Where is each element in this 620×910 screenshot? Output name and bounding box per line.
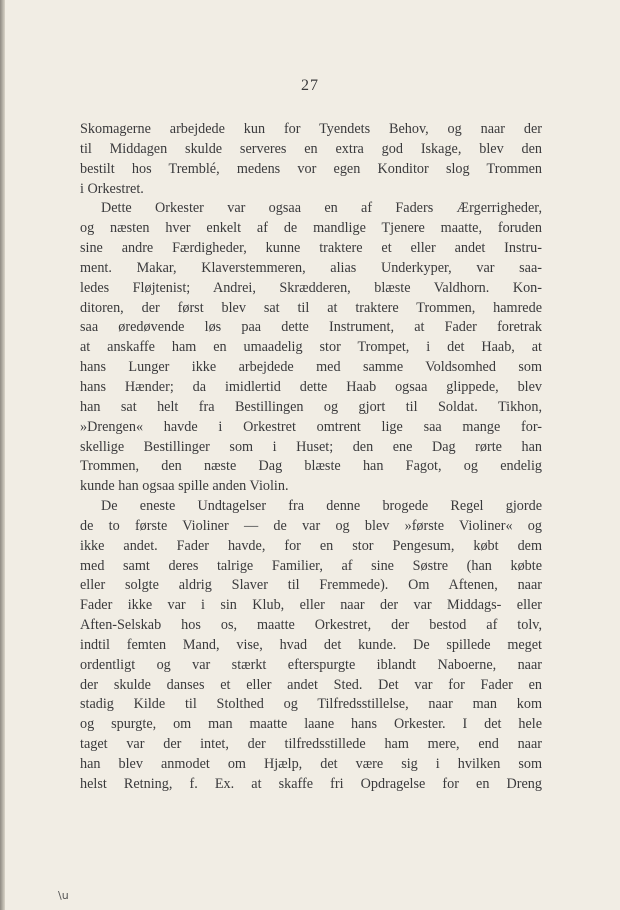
- page-edge-shadow: [0, 0, 5, 910]
- text-line: »Drengen« havde i Orkestret omtrent lige saa mange for-: [80, 418, 542, 435]
- text-line: indtil femten Mand, vise, hvad det kunde. De spillede meget: [80, 636, 542, 653]
- text-line: skellige Bestillinger som i Huset; den ene Dag rørte han: [80, 438, 542, 455]
- text-line: Aften-Selskab hos os, maatte Orkestret, der bestod af tolv,: [80, 617, 542, 634]
- text-line: med samt deres talrige Familier, af sine Søstre (han købte: [80, 557, 542, 574]
- text-line: i Orkestret.: [80, 180, 144, 197]
- text-line: De eneste Undtagelser fra denne brogede Regel gjorde: [101, 498, 542, 515]
- text-line: der skulde danses et eller andet Sted. Det var for Fader en: [80, 676, 542, 693]
- text-line: ledes Fløjtenist; Andrei, Skrædderen, blæste Valdhorn. Kon-: [80, 279, 542, 296]
- text-line: ment. Makar, Klaverstemmeren, alias Underkyper, var saa-: [80, 259, 542, 276]
- page-number: 27: [301, 77, 319, 94]
- text-line: Skomagerne arbejdede kun for Tyendets Behov, og naar der: [80, 121, 542, 137]
- text-line: taget var der intet, der tilfredsstillede ham mere, end naar: [80, 736, 542, 753]
- text-line: ikke andet. Fader havde, for en stor Pengesum, købt dem: [80, 537, 542, 554]
- text-line: og næsten hver enkelt af de mandlige Tjenere maatte, foruden: [80, 220, 542, 237]
- text-line: hans Lunger ikke arbejdede med samme Voldsomhed som: [80, 359, 542, 376]
- text-line: til Middagen skulde serveres en extra god Iskage, blev den: [80, 140, 542, 157]
- text-line: og spurgte, om man maatte laane hans Orkester. I det hele: [80, 716, 542, 733]
- text-line: kunde han ogsaa spille anden Violin.: [80, 478, 289, 495]
- text-line: at anskaffe ham en umaadelig stor Trompet, i det Haab, at: [80, 339, 542, 356]
- text-line: Fader ikke var i sin Klub, eller naar der var Middags- eller: [80, 597, 542, 614]
- text-line: bestilt hos Tremblé, medens vor egen Konditor slog Trommen: [80, 160, 542, 177]
- text-line: eller solgte aldrig Slaver til Fremmede). Om Aftenen, naar: [80, 577, 542, 594]
- corner-pencil-mark: \u: [58, 889, 69, 902]
- text-line: Trommen, den næste Dag blæste han Fagot, og endelig: [80, 458, 542, 475]
- text-line: han sat helt fra Bestillingen og gjort til Soldat. Tikhon,: [80, 398, 542, 415]
- text-line: stadig Kilde til Stolthed og Tilfredsstillelse, naar man kom: [80, 696, 542, 713]
- text-line: ditoren, der først blev sat til at traktere Trommen, hamrede: [80, 299, 542, 316]
- text-line: saa øredøvende løs paa dette Instrument, at Fader foretrak: [80, 319, 542, 336]
- text-line: helst Retning, f. Ex. at skaffe fri Opdragelse for en Dreng: [80, 775, 542, 792]
- body-text: [80, 120, 542, 795]
- text-line: han blev anmodet om Hjælp, det være sig i hvilken som: [80, 756, 542, 772]
- text-line: hans Hænder; da imidlertid dette Haab ogsaa glippede, blev: [80, 378, 542, 395]
- text-line: de to første Violiner — de var og blev »første Violiner« og: [80, 517, 542, 534]
- text-line: ordentligt og var stærkt efterspurgte iblandt Naboerne, naar: [80, 656, 542, 673]
- text-line: sine andre Færdigheder, kunne traktere et eller andet Instru-: [80, 240, 542, 257]
- text-line: Dette Orkester var ogsaa en af Faders Ærgerrigheder,: [101, 200, 542, 217]
